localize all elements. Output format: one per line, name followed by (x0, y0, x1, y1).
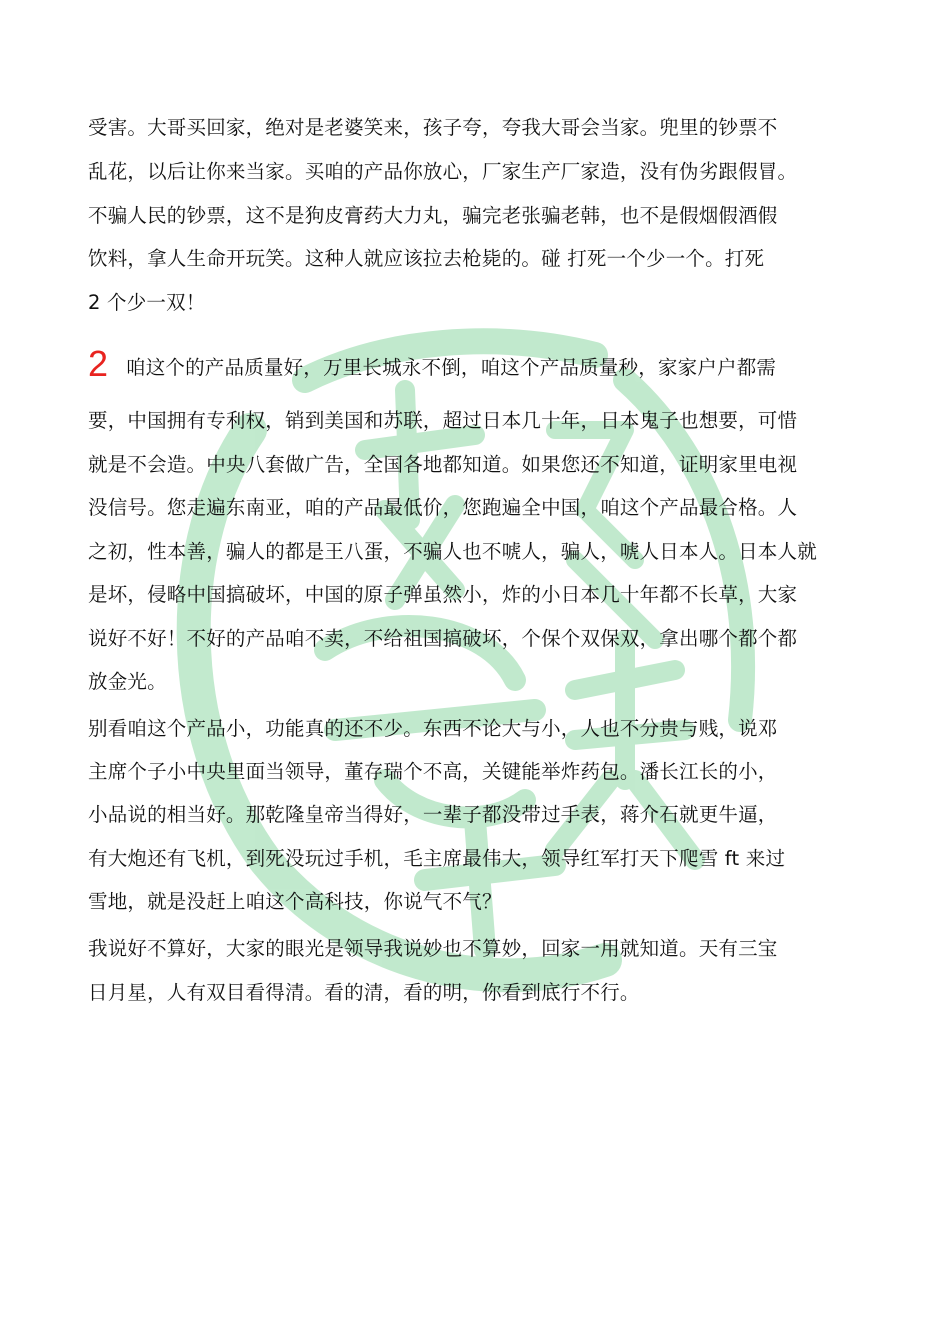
text-line: 放金光。 (88, 670, 167, 693)
text-line: 是坏，侵略中国搞破坏，中国的原子弹虽然小，炸的小日本几十年都不长草，大家 (88, 583, 798, 606)
text-line: 别看咱这个产品小，功能真的还不少。东西不论大与小，人也不分贵与贱，说邓 (88, 717, 778, 740)
text-line: 饮料，拿人生命开玩笑。这种人就应该拉去枪毙的。碰 打死一个少一个。打死 (88, 247, 765, 270)
text-line: 没信号。您走遍东南亚，咱的产品最低价，您跑遍全中国，咱这个产品最合格。人 (88, 496, 798, 519)
text-line: 我说好不算好，大家的眼光是领导我说妙也不算妙，回家一用就知道。天有三宝 (88, 937, 778, 960)
text-line: 乱花，以后让你来当家。买咱的产品你放心，厂家生产厂家造，没有伪劣跟假冒。 (88, 160, 798, 183)
text-line: 说好不好！不好的产品咱不卖，不给祖国搞破坏，个保个双保双，拿出哪个都个都 (88, 627, 798, 650)
text-line: 之初，性本善，骗人的都是王八蛋，不骗人也不唬人，骗人，唬人日本人。日本人就 (88, 540, 817, 563)
text-line: 不骗人民的钞票，这不是狗皮膏药大力丸，骗完老张骗老韩，也不是假烟假酒假 (88, 204, 778, 227)
text-line: 受害。大哥买回家，绝对是老婆笑来，孩子夸，夸我大哥会当家。兜里的钞票不 (88, 116, 778, 139)
watermark-glyph-e (425, 820, 555, 950)
text-line: 咱这个的产品质量好，万里长城永不倒，咱这个产品质量秒，家家户户都需 (126, 356, 777, 379)
section-number: 2 (88, 343, 109, 384)
text-line: 有大炮还有飞机，到死没玩过手机，毛主席最伟大，领导红军打天下爬雪 ft 来过 (88, 847, 786, 870)
text-line: 小品说的相当好。那乾隆皇帝当得好，一辈子都没带过手表，蒋介石就更牛逼， (88, 803, 778, 826)
text-line: 就是不会造。中央八套做广告，全国各地都知道。如果您还不知道，证明家里电视 (88, 453, 798, 476)
text-line: 雪地，就是没赶上咱这个高科技，你说气不气？ (88, 890, 502, 913)
text-line: 日月星，人有双目看得清。看的清，看的明，你看到底行不行。 (88, 981, 640, 1004)
text-line: 主席个子小中央里面当领导，董存瑞个不高，关键能举炸药包。潘长江长的小， (88, 760, 778, 783)
text-line: 要，中国拥有专利权，销到美国和苏联，超过日本几十年，日本鬼子也想要，可惜 (88, 409, 798, 432)
text-line: 2 个少一双！ (88, 291, 206, 314)
